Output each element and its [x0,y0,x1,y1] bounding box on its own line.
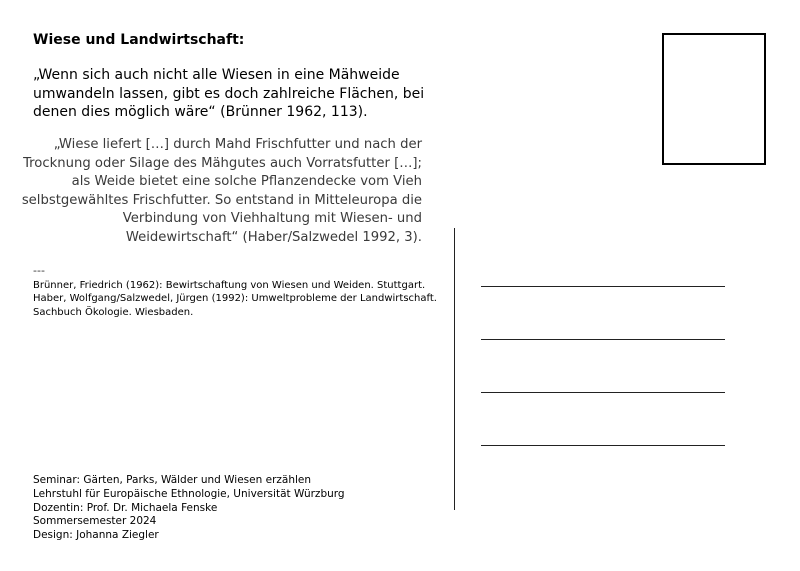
credit-line: Dozentin: Prof. Dr. Michaela Fenske [33,501,218,514]
reference-line: Sachbuch Ökologie. Wiesbaden. [33,306,194,318]
address-line [481,392,725,393]
quote-line: Weidewirtschaft“ (Haber/Salzwedel 1992, 3). [125,229,422,245]
references [33,279,437,319]
reference-line: Haber, Wolfgang/Salzwedel, Jürgen (1992): Umweltprobleme der Landwirtschaft. [33,293,437,305]
quote-line: „Wenn sich auch nicht alle Wiesen in eine Mähweide [33,67,400,83]
card-title: Wiese und Landwirtschaft: [33,32,245,48]
reference-line: Brünner, Friedrich (1962): Bewirtschaftung von Wiesen und Weiden. Stuttgart. [33,280,426,291]
quote-bruenner [33,66,443,122]
quote-line: selbstgewähltes Frischfutter. So entstand in Mitteleuropa die [21,192,422,208]
address-line [481,339,725,340]
quote-line: als Weide bietet eine solche Pflanzendecke vom Vieh [71,174,422,190]
address-line [481,286,725,287]
address-line [481,445,725,446]
credit-line: Lehrstuhl für Europäische Ethnologie, Universität Würzburg [33,487,345,500]
quote-line: Trocknung oder Silage des Mähgutes auch Vorratsfutter […]; [23,155,422,171]
credit-line: Sommersemester 2024 [33,515,157,528]
credit-line: Design: Johanna Ziegler [33,529,159,542]
quote-haber-salzwedel [22,136,422,248]
quote-line: denen dies möglich wäre“ (Brünner 1962, 113). [33,104,368,120]
quote-line: umwandeln lassen, gibt es doch zahlreiche Flächen, bei [33,85,425,102]
credit-line: Seminar: Gärten, Parks, Wälder und Wiesen erzählen [33,474,312,486]
reference-divider: --- [33,264,45,277]
center-divider-line [454,228,455,510]
credits [33,474,345,543]
quote-line: Verbindung von Viehhaltung mit Wiesen- und [122,211,422,227]
stamp-box [662,33,766,165]
quote-line: „Wiese liefert […] durch Mahd Frischfutter und nach der [53,137,422,152]
